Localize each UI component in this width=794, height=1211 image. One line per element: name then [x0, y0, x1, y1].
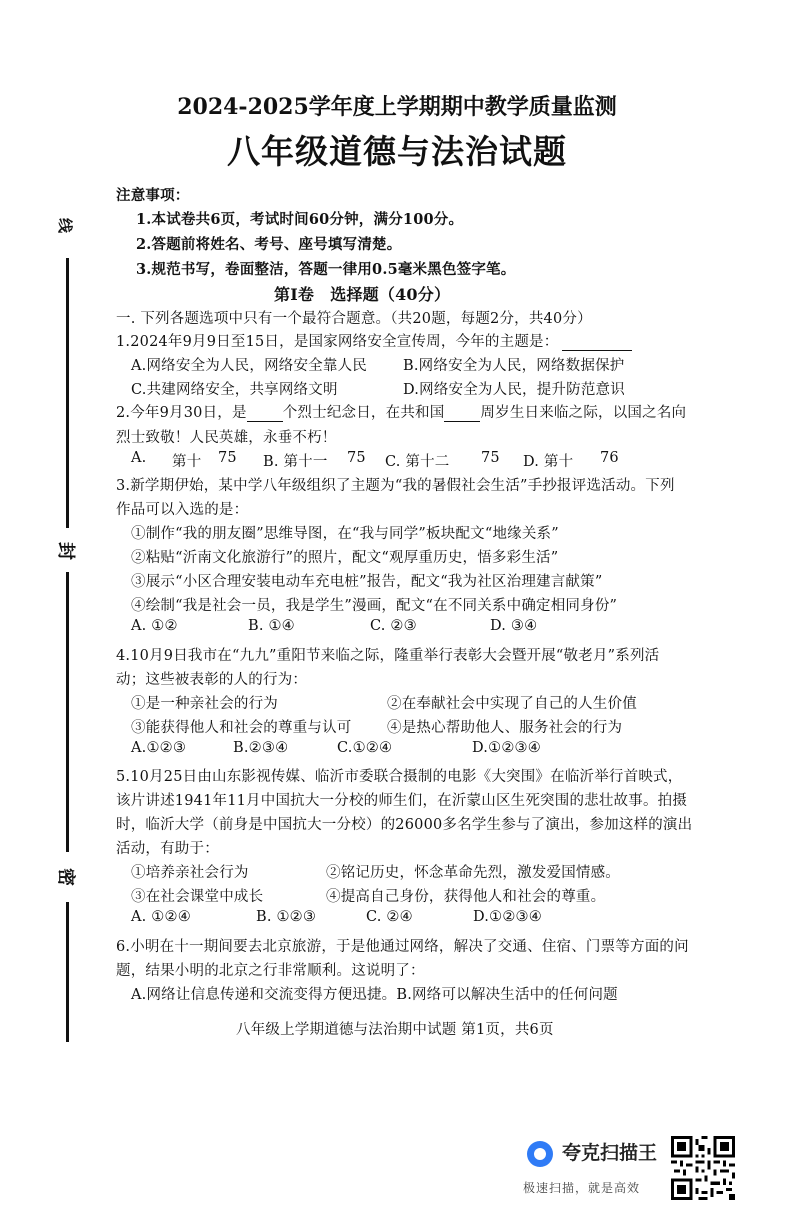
q2-opt-b-age: 75 — [347, 450, 366, 466]
q5-item-2: ②铭记历史，怀念革命先烈，激发爱国情感。 — [326, 865, 620, 881]
qr-code-icon — [671, 1136, 735, 1200]
binding-mark-feng: 封 — [55, 542, 76, 560]
q1-stem-text: 1.2024年9月9日至15日，是国家网络安全宣传周，今年的主题是： — [116, 334, 559, 350]
exam-title-line2: 八年级道德与法治试题 — [227, 132, 567, 171]
q4-stem-line1: 4.10月9日我市在“九九”重阳节来临之际，隆重举行表彰大会暨开展“敬老月”系列活 — [116, 648, 660, 664]
binding-mark-mi: 密 — [55, 868, 76, 886]
q2-opt-d: D. 第十 — [523, 454, 574, 470]
q5-option-a: A. ①②④ — [131, 909, 191, 925]
q1-stem — [116, 330, 632, 351]
binding-line-middle — [66, 572, 69, 852]
q4-item-3: ③能获得他人和社会的尊重与认可 — [131, 720, 352, 736]
notes-item-3: 3.规范书写，卷面整洁，答题一律用0.5毫米黑色签字笔。 — [136, 261, 516, 278]
q4-item-1: ①是一种亲社会的行为 — [131, 696, 278, 712]
q3-stem-line2: 作品可以入选的是： — [116, 502, 249, 518]
q5-option-c: C. ②④ — [366, 909, 413, 925]
exam-title-line1: 2024-2025学年度上学期期中教学质量监测 — [177, 94, 617, 120]
q4-option-c: C.①②④ — [337, 740, 393, 756]
notes-heading: 注意事项： — [116, 187, 190, 204]
q3-option-b: B. ①④ — [248, 618, 295, 634]
page-footer: 八年级上学期道德与法治期中试题 第1页，共6页 — [236, 1022, 554, 1038]
q4-option-a: A.①②③ — [131, 740, 187, 756]
q4-option-b: B.②③④ — [233, 740, 289, 756]
q6-options-row1: A.网络让信息传递和交流变得方便迅捷。B.网络可以解决生活中的任何问题 — [131, 987, 618, 1003]
binding-line-top — [66, 258, 69, 528]
q1-option-d: D.网络安全为人民，提升防范意识 — [403, 382, 625, 398]
section-title: 第Ⅰ卷 选择题（40分） — [274, 285, 451, 304]
q2-opt-a-label: A. — [131, 450, 147, 466]
notes-item-1: 1.本试卷共6页，考试时间60分钟，满分100分。 — [136, 211, 464, 228]
scanner-slogan: 极速扫描，就是高效 — [523, 1181, 641, 1195]
q2-blank-1 — [247, 407, 283, 423]
q3-option-c: C. ②③ — [370, 618, 417, 634]
binding-line-bottom — [66, 902, 69, 1042]
q4-option-d: D.①②③④ — [472, 740, 541, 756]
q5-stem-line3: 时，临沂大学（前身是中国抗大一分校）的26000多名学生参与了演出，参加这样的演出 — [116, 817, 693, 833]
q2-stem-line1 — [116, 401, 686, 422]
q2-opt-a-age: 75 — [218, 450, 237, 466]
q2-blank-2 — [444, 407, 480, 423]
q3-option-a: A. ①② — [131, 618, 178, 634]
q2-stem-line2: 烈士致敬！人民英雄，永垂不朽！ — [116, 430, 337, 446]
q2-opt-a-ordinal: 第十 — [172, 454, 202, 470]
section-instruction: 一. 下列各题选项中只有一个最符合题意。（共20题，每题2分，共40分） — [116, 311, 592, 327]
notes-item-2: 2.答题前将姓名、考号、座号填写清楚。 — [136, 236, 402, 253]
q5-item-1: ①培养亲社会行为 — [131, 865, 249, 881]
q6-stem-line2: 题，结果小明的北京之行非常顺利。这说明了： — [116, 963, 425, 979]
q2-opt-c: C. 第十二 — [385, 454, 450, 470]
q1-option-b: B.网络安全为人民，网络数据保护 — [403, 358, 625, 374]
q2-opt-c-age: 75 — [481, 450, 500, 466]
q2-opt-b: B. 第十一 — [263, 454, 328, 470]
q4-stem-line2: 动；这些被表彰的人的行为： — [116, 672, 308, 688]
q3-item-2: ②粘贴“沂南文化旅游行”的照片，配文“观厚重历史，悟多彩生活” — [131, 550, 559, 566]
q2-stem-part-c: 周岁生日来临之际，以国之名向 — [480, 405, 687, 421]
q3-stem-line1: 3.新学期伊始，某中学八年级组织了主题为“我的暑假社会生活”手抄报评选活动。下列 — [116, 478, 675, 494]
q5-stem-line2: 该片讲述1941年11月中国抗大一分校的师生们，在沂蒙山区生死突围的悲壮故事。拍摄 — [116, 793, 688, 809]
q4-item-4: ④是热心帮助他人、服务社会的行为 — [387, 720, 623, 736]
q1-answer-blank — [562, 336, 632, 352]
q2-opt-d-age: 76 — [600, 450, 619, 466]
q3-item-1: ①制作“我的朋友圈”思维导图，在“我与同学”板块配文“地缘关系” — [131, 526, 559, 542]
q1-option-c: C.共建网络安全，共享网络文明 — [131, 382, 338, 398]
scanner-logo-text: 夸克扫描王 — [562, 1142, 658, 1164]
q5-option-d: D.①②③④ — [473, 909, 542, 925]
q5-item-3: ③在社会课堂中成长 — [131, 889, 264, 905]
q2-stem-part-b: 个烈士纪念日，在共和国 — [282, 405, 445, 421]
q2-stem-part-a: 2.今年9月30日，是 — [116, 405, 247, 421]
q5-stem-line1: 5.10月25日由山东影视传媒、临沂市委联合摄制的电影《大突围》在临沂举行首映式， — [116, 769, 683, 785]
q5-option-b: B. ①②③ — [256, 909, 317, 925]
q3-option-d: D. ③④ — [490, 618, 538, 634]
q1-option-a: A.网络安全为人民，网络安全靠人民 — [131, 358, 367, 374]
scanner-logo-icon — [527, 1141, 553, 1167]
q5-stem-line4: 活动，有助于： — [116, 841, 219, 857]
q6-stem-line1: 6.小明在十一期间要去北京旅游，于是他通过网络，解决了交通、住宿、门票等方面的问 — [116, 939, 689, 955]
q5-item-4: ④提高自己身份，获得他人和社会的尊重。 — [326, 889, 606, 905]
binding-mark-xian: 线 — [56, 217, 75, 234]
q3-item-3: ③展示“小区合理安装电动车充电桩”报告，配文“我为社区治理建言献策” — [131, 574, 603, 590]
q4-item-2: ②在奉献社会中实现了自己的人生价值 — [387, 696, 637, 712]
q3-item-4: ④绘制“我是社会一员，我是学生”漫画，配文“在不同关系中确定相同身份” — [131, 598, 618, 614]
